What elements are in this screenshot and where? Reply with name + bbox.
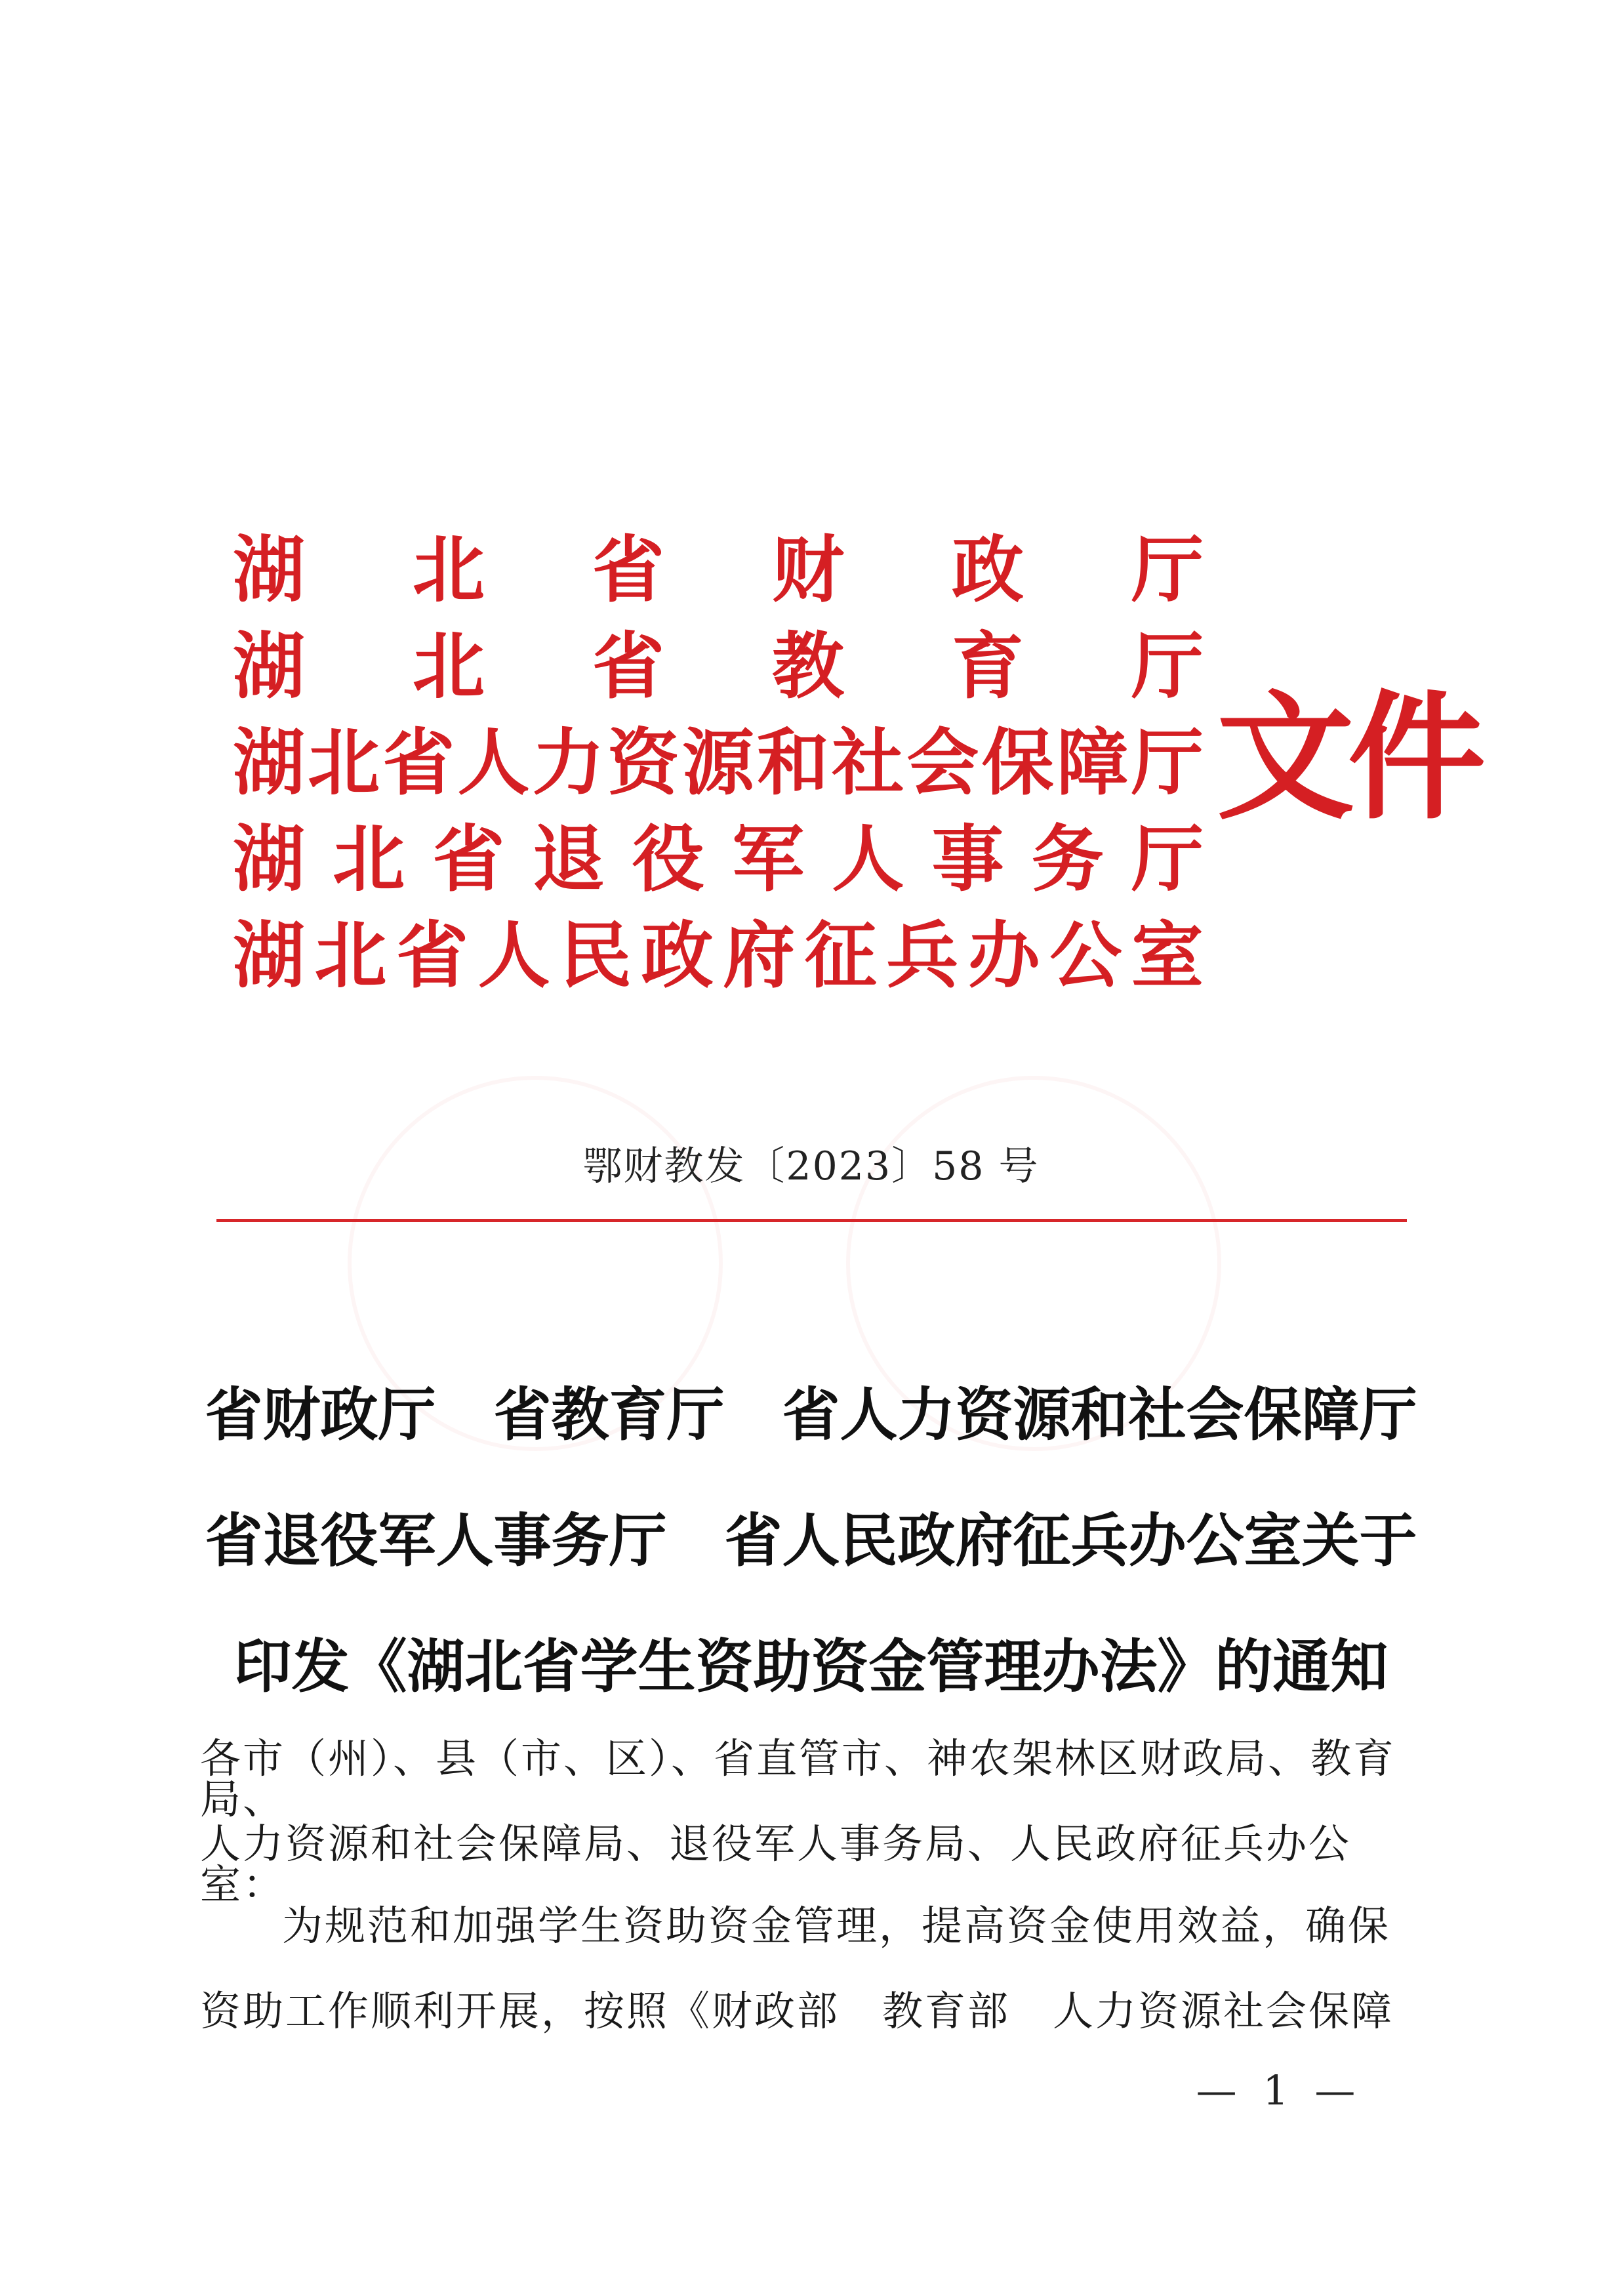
- issuer-line-hr: [233, 718, 1204, 808]
- issuer-char: 省: [382, 720, 455, 805]
- issuer-char: 保: [981, 720, 1054, 805]
- issuer-char: 北: [333, 817, 405, 901]
- issuer-char: 教: [772, 624, 844, 708]
- issuer-char: 源: [681, 720, 754, 805]
- issuer-char: 兵: [886, 913, 959, 998]
- issuer-char: 湖: [233, 527, 305, 612]
- issuer-char: 会: [906, 720, 979, 805]
- issuer-char: 人: [832, 817, 904, 901]
- issuer-char: 省: [592, 624, 664, 708]
- issuer-char: 省: [432, 817, 505, 901]
- issuer-char: 政: [641, 913, 714, 998]
- issuer-char: 人: [457, 720, 530, 805]
- doc-type-label: 文件: [1217, 676, 1480, 838]
- issuer-char: 北: [413, 624, 485, 708]
- issuer-char: 北: [308, 720, 380, 805]
- issuer-char: 湖: [233, 817, 305, 901]
- issuer-char: 人: [477, 913, 550, 998]
- issuer-char: 民: [559, 913, 632, 998]
- issuer-char: 军: [732, 817, 805, 901]
- issuer-char: 育: [952, 624, 1024, 708]
- addressee-line: 人力资源和社会保障局、退役军人事务局、人民政府征兵办公室：: [200, 1820, 1352, 1908]
- issuer-char: 厅: [1131, 624, 1204, 708]
- issuer-line-veterans: [233, 814, 1204, 905]
- document-title: [0, 1351, 1622, 1729]
- issuer-char: 事: [931, 817, 1004, 901]
- issuer-char: 湖: [233, 624, 305, 708]
- issuer-char: 湖: [233, 913, 305, 998]
- issuer-char: 办: [967, 913, 1040, 998]
- issuer-char: 务: [1031, 817, 1104, 901]
- addressee-line: 各市（州）、县（市、区）、省直管市、神农架林区财政局、教育局、: [200, 1734, 1396, 1823]
- issuer-header: [233, 525, 1204, 1007]
- red-divider: [216, 1219, 1407, 1222]
- issuer-char: 和: [757, 720, 830, 805]
- issuer-char: 厅: [1131, 527, 1204, 612]
- issuer-char: 北: [413, 527, 485, 612]
- title-line: 省财政厅 省教育厅 省人力资源和社会保障厅: [205, 1380, 1417, 1448]
- issuer-char: 财: [772, 527, 844, 612]
- issuer-char: 厅: [1131, 817, 1204, 901]
- title-line: 印发《湖北省学生资助资金管理办法》的通知: [233, 1632, 1389, 1700]
- issuer-char: 退: [532, 817, 605, 901]
- issuer-char: 政: [952, 527, 1024, 612]
- issuer-char: 社: [832, 720, 904, 805]
- document-number: 鄂财教发〔2023〕58 号: [582, 1143, 1040, 1189]
- issuer-line-conscription: [233, 911, 1204, 1001]
- issuer-char: 湖: [233, 720, 305, 805]
- issuer-char: 资: [607, 720, 679, 805]
- page-number: — 1 —: [1196, 2066, 1362, 2114]
- issuer-char: 征: [804, 913, 877, 998]
- issuer-char: 北: [314, 913, 387, 998]
- paragraph-line: 为规范和加强学生资助资金管理，提高资金使用效益，确保: [282, 1902, 1391, 1950]
- issuer-char: 室: [1131, 913, 1204, 998]
- issuer-char: 省: [592, 527, 664, 612]
- issuer-char: 役: [632, 817, 704, 901]
- issuer-line-education: [233, 621, 1204, 712]
- issuer-char: 公: [1049, 913, 1122, 998]
- title-line: 省退役军人事务厅 省人民政府征兵办公室关于: [205, 1506, 1417, 1574]
- paragraph-line: 资助工作顺利开展，按照《财政部 教育部 人力资源社会保障: [200, 1987, 1394, 2035]
- issuer-char: 省: [396, 913, 469, 998]
- issuer-char: 厅: [1131, 720, 1204, 805]
- issuer-char: 府: [723, 913, 796, 998]
- issuer-char: 力: [532, 720, 605, 805]
- issuer-line-finance: [233, 525, 1204, 615]
- issuer-char: 障: [1056, 720, 1129, 805]
